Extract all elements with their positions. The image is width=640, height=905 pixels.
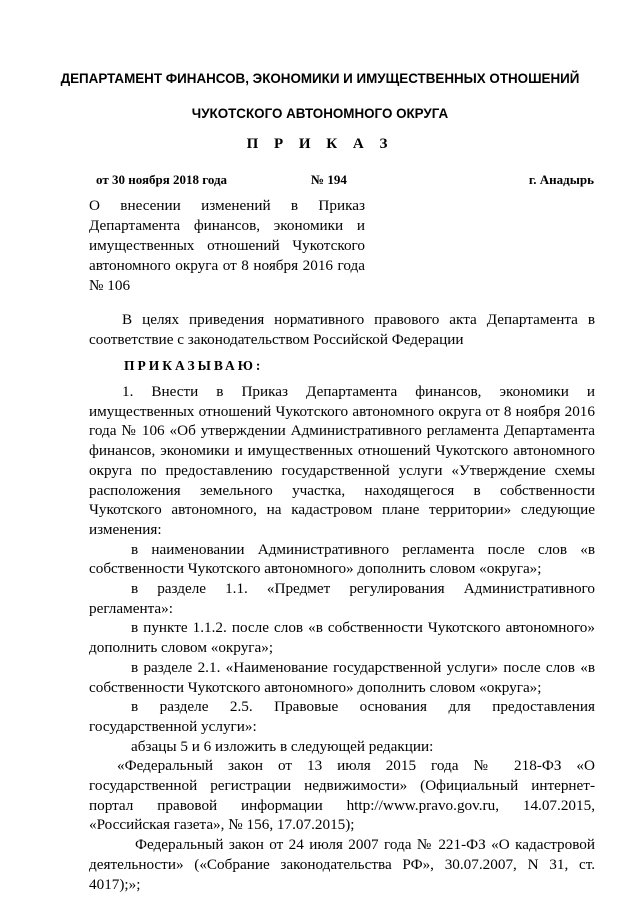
order-date: от 30 ноября 2018 года bbox=[96, 172, 228, 187]
body-line: «Федеральный закон от 13 июля 2015 года № 218-ФЗ «О bbox=[117, 757, 595, 775]
body-line: Федеральный закон от 24 июля 2007 года № 221-ФЗ «О кадастровой bbox=[135, 836, 595, 854]
subject-line: Департамента финансов, экономики и bbox=[89, 217, 365, 234]
order-body bbox=[89, 382, 595, 894]
document-type-heading: П Р И К А З bbox=[246, 136, 394, 152]
body-line: финансов, экономики и имущественных отношений Чукотского автономного bbox=[89, 442, 595, 460]
body-line: изменения: bbox=[89, 520, 162, 538]
body-line: государственной регистрации недвижимости» (Официальный интернет- bbox=[89, 777, 595, 795]
body-line: государственной услуги»: bbox=[89, 717, 257, 735]
preamble-line: соответствие с законодательством Российской Федерации bbox=[89, 330, 464, 348]
order-city: г. Анадырь bbox=[528, 172, 594, 187]
body-line: 4017);»; bbox=[89, 875, 141, 893]
body-line: округа по предоставлению государственной услуги «Утверждение схемы bbox=[89, 461, 595, 479]
body-line: расположения земельного участка, находящегося в собственности bbox=[89, 481, 595, 499]
body-line: абзацы 5 и 6 изложить в следующей редакции: bbox=[131, 737, 434, 755]
body-line: в разделе 1.1. «Предмет регулирования Административного bbox=[131, 580, 595, 598]
order-subject bbox=[89, 196, 365, 296]
subject-line: № 106 bbox=[89, 277, 131, 294]
body-line: Чукотского автономного, на кадастровом плане территории» следующие bbox=[89, 501, 595, 519]
body-line: в наименовании Административного регламента после слов «в bbox=[131, 540, 595, 558]
body-line: в пункте 1.1.2. после слов «в собственности Чукотского автономного» bbox=[131, 619, 595, 637]
body-line: регламента»: bbox=[89, 599, 173, 617]
subject-line: О внесении изменений в Приказ bbox=[89, 197, 365, 214]
subject-line: автономного округа от 8 ноября 2016 года bbox=[89, 257, 365, 274]
body-line: имущественных отношений Чукотского автономного округа от 8 ноября 2016 bbox=[89, 402, 595, 420]
order-number: № 194 bbox=[311, 172, 347, 187]
body-line: года № 106 «Об утверждении Административного регламента Департамента bbox=[89, 422, 595, 440]
body-line: «Российская газета», № 156, 17.07.2015); bbox=[89, 816, 355, 834]
body-line: 1. Внести в Приказ Департамента финансов, экономики и bbox=[122, 383, 595, 400]
body-line: собственности Чукотского автономного» дополнить словом «округа»; bbox=[89, 678, 542, 696]
body-line: в разделе 2.1. «Наименование государственной услуги» после слов «в bbox=[131, 658, 595, 676]
region-title: ЧУКОТСКОГО АВТОНОМНОГО ОКРУГА bbox=[191, 106, 449, 121]
order-operative-word: ПРИКАЗЫВАЮ: bbox=[124, 358, 264, 373]
body-line: дополнить словом «округа»; bbox=[89, 639, 274, 657]
body-line: в разделе 2.5. Правовые основания для предоставления bbox=[131, 698, 595, 716]
subject-line: имущественных отношений Чукотского bbox=[89, 237, 365, 254]
department-title: ДЕПАРТАМЕНТ ФИНАНСОВ, ЭКОНОМИКИ И ИМУЩЕСТВЕННЫХ ОТНОШЕНИЙ bbox=[60, 71, 580, 86]
preamble bbox=[89, 310, 595, 349]
body-line: собственности Чукотского автономного» дополнить словом «округа»; bbox=[89, 560, 542, 578]
body-line: портал правовой информации http://www.pravo.gov.ru, 14.07.2015, bbox=[89, 796, 595, 814]
body-line: деятельности» («Собрание законодательства РФ», 30.07.2007, N 31, ст. bbox=[89, 855, 595, 873]
preamble-line: В целях приведения нормативного правового акта Департамента в bbox=[122, 311, 595, 328]
